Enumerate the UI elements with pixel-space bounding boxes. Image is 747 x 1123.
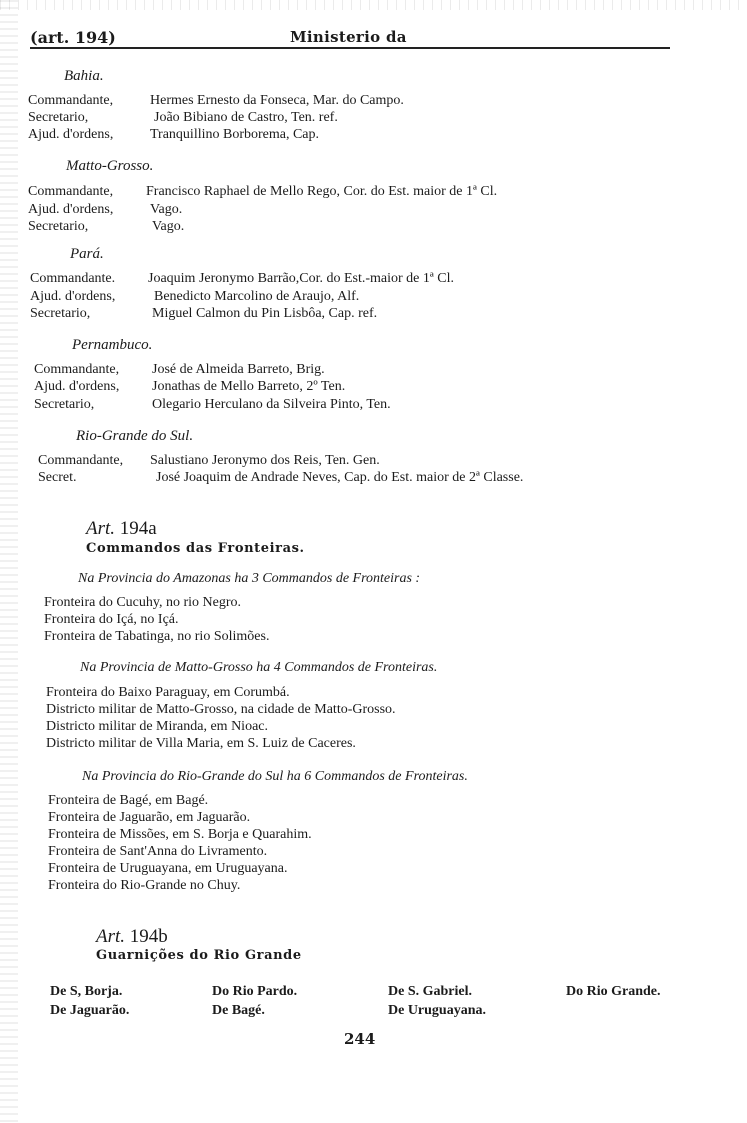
- garrison-cell: De Jaguarão.: [50, 1003, 130, 1018]
- frontier-item: Fronteira do Cucuhy, no rio Negro.: [44, 595, 241, 610]
- roster-row: [30, 288, 359, 305]
- roster-person: Salustiano Jeronymo dos Reis, Ten. Gen.: [150, 453, 380, 468]
- roster-row: [34, 396, 391, 413]
- roster-row: [38, 452, 380, 469]
- roster-role: Commandante,: [38, 453, 124, 468]
- roster-row: [30, 305, 377, 322]
- scan-top-noise: [0, 0, 747, 10]
- roster-role: Ajud. d'ordens,: [28, 202, 114, 217]
- garrison-cell: Do Rio Grande.: [566, 984, 661, 999]
- roster-row: [28, 201, 182, 218]
- frontier-item: Fronteira de Sant'Anna do Livramento.: [48, 844, 268, 859]
- garrison-cell: Do Rio Pardo.: [212, 984, 298, 999]
- roster-row: [34, 378, 345, 395]
- roster-role: Ajud. d'ordens,: [34, 379, 120, 394]
- frontier-item: Districto militar de Matto-Grosso, na cidade de Matto-Grosso.: [46, 702, 396, 717]
- section-title-para: Pará.: [70, 246, 104, 262]
- frontier-item: Districto militar de Villa Maria, em S. Luiz de Caceres.: [46, 736, 356, 751]
- roster-row: [28, 126, 319, 143]
- roster-role: Secretario,: [28, 219, 89, 234]
- roster-person: Benedicto Marcolino de Araujo, Alf.: [154, 289, 360, 304]
- roster-person: José de Almeida Barreto, Brig.: [152, 362, 325, 377]
- frontier-item: Fronteira de Tabatinga, no rio Solimões.: [44, 629, 270, 644]
- article-194a-heading: Commandos das Fronteiras.: [86, 541, 305, 556]
- roster-row: [38, 469, 523, 486]
- garrison-cell: De S, Borja.: [50, 984, 123, 999]
- frontier-item: Fronteira de Missões, em S. Borja e Quarahim.: [48, 827, 312, 842]
- roster-row: [28, 109, 338, 126]
- section-title-pernambuco: Pernambuco.: [72, 337, 153, 353]
- roster-role: Secretario,: [28, 110, 89, 125]
- header-rule: [30, 47, 670, 49]
- roster-row: [28, 183, 497, 200]
- section-title-matto-grosso: Matto-Grosso.: [66, 158, 154, 174]
- roster-person: Vago.: [150, 202, 183, 217]
- group-intro-matto-grosso: Na Provincia de Matto-Grosso ha 4 Commandos de Fronteiras.: [80, 660, 438, 675]
- header-article-ref: (art. 194): [30, 28, 116, 47]
- roster-person: Miguel Calmon du Pin Lisbôa, Cap. ref.: [152, 306, 378, 321]
- roster-person: Jonathas de Mello Barreto, 2º Ten.: [152, 379, 346, 394]
- frontier-item: Fronteira do Baixo Paraguay, em Corumbá.: [46, 685, 290, 700]
- roster-role: Secretario,: [30, 306, 91, 321]
- article-194a-label: Art. 194a: [86, 518, 157, 539]
- frontier-item: Districto militar de Miranda, em Nioac.: [46, 719, 268, 734]
- roster-person: Olegario Herculano da Silveira Pinto, Ten.: [152, 397, 391, 412]
- section-title-bahia: Bahia.: [64, 68, 104, 84]
- header-title: Ministerio da: [290, 28, 407, 46]
- roster-role: Secret.: [38, 470, 77, 485]
- roster-row: [28, 92, 404, 109]
- frontier-item: Fronteira de Jaguarão, em Jaguarão.: [48, 810, 251, 825]
- garrison-cell: De Uruguayana.: [388, 1003, 487, 1018]
- roster-role: Ajud. d'ordens,: [30, 289, 116, 304]
- article-194b-label: Art. 194b: [96, 926, 168, 947]
- roster-person: José Joaquim de Andrade Neves, Cap. do Est. maior de 2ª Classe.: [156, 470, 524, 485]
- roster-person: Vago.: [152, 219, 185, 234]
- roster-role: Commandante,: [34, 362, 120, 377]
- frontier-item: Fronteira de Uruguayana, em Uruguayana.: [48, 861, 288, 876]
- frontier-item: Fronteira do Içá, no Içá.: [44, 612, 179, 627]
- frontier-item: Fronteira de Bagé, em Bagé.: [48, 793, 209, 808]
- group-intro-rio-grande-do-sul: Na Provincia do Rio-Grande do Sul ha 6 Commandos de Fronteiras.: [82, 769, 468, 784]
- page-number: 244: [344, 1030, 376, 1048]
- roster-role: Commandante,: [28, 184, 114, 199]
- roster-role: Commandante.: [30, 271, 116, 286]
- roster-person: Francisco Raphael de Mello Rego, Cor. do Est. maior de 1ª Cl.: [146, 184, 498, 199]
- frontier-item: Fronteira do Rio-Grande no Chuy.: [48, 878, 241, 893]
- roster-person: João Bibiano de Castro, Ten. ref.: [154, 110, 338, 125]
- roster-role: Commandante,: [28, 93, 114, 108]
- section-title-rio-grande-do-sul: Rio-Grande do Sul.: [76, 428, 194, 444]
- roster-person: Hermes Ernesto da Fonseca, Mar. do Campo.: [150, 93, 404, 108]
- roster-person: Tranquillino Borborema, Cap.: [150, 127, 320, 142]
- article-194b-heading: Guarnições do Rio Grande: [96, 948, 302, 963]
- roster-row: [34, 361, 325, 378]
- roster-row: [28, 218, 184, 235]
- roster-role: Ajud. d'ordens,: [28, 127, 114, 142]
- roster-row: [30, 270, 454, 287]
- roster-role: Secretario,: [34, 397, 95, 412]
- garrison-cell: De S. Gabriel.: [388, 984, 472, 999]
- group-intro-amazonas: Na Provincia do Amazonas ha 3 Commandos de Fronteiras :: [78, 571, 421, 586]
- scan-edge-noise: [0, 0, 18, 1123]
- roster-person: Joaquim Jeronymo Barrão,Cor. do Est.-maior de 1ª Cl.: [148, 271, 454, 286]
- garrison-cell: De Bagé.: [212, 1003, 265, 1018]
